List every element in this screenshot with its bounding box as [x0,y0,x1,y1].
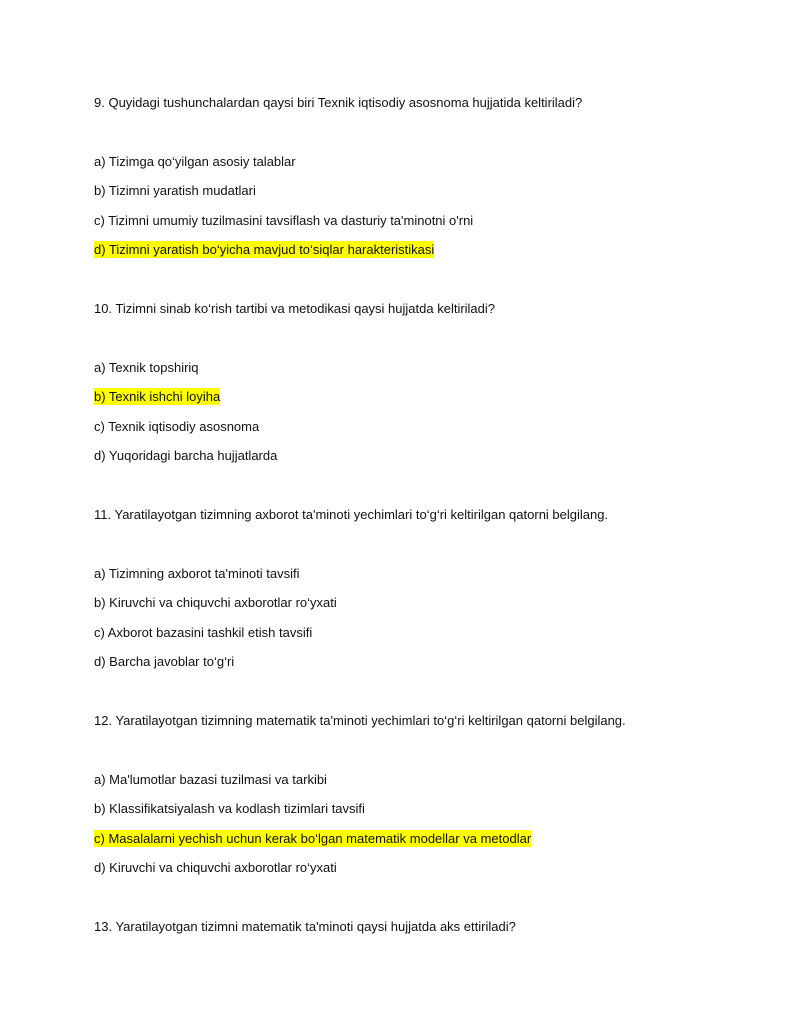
question-11-option-b: b) Kiruvchi va chiquvchi axborotlar ro‘yxati [94,595,337,610]
question-12-option-d: d) Kiruvchi va chiquvchi axborotlar ro‘yxati [94,860,337,875]
question-11-option-a: a) Tizimning axborot ta'minoti tavsifi [94,566,300,581]
question-9-option-b: b) Tizimni yaratish mudatlari [94,183,256,198]
question-9-option-d-correct [94,241,434,258]
question-13: 13. Yaratilayotgan tizimni matematik ta'minoti qaysi hujjatda aks ettiriladi? [94,919,516,934]
question-11-option-d: d) Barcha javoblar to‘g‘ri [94,654,235,669]
question-9-option-a: a) Tizimga qo‘yilgan asosiy talablar [94,154,296,169]
question-10-option-b-correct [94,388,220,405]
question-12-option-b: b) Klassifikatsiyalash va kodlash tizimlari tavsifi [94,801,365,816]
question-11: 11. Yaratilayotgan tizimning axborot ta'minoti yechimlari to‘g‘ri keltirilgan qatorni belgilang. [94,507,609,522]
question-9: 9. Quyidagi tushunchalardan qaysi biri Texnik iqtisodiy asosnoma hujjatida keltiriladi? [94,95,583,110]
highlighted-answer: c) Masalalarni yechish uchun kerak bo‘lgan matematik modellar va metodlar [94,831,532,846]
highlighted-answer: b) Texnik ishchi loyiha [94,389,221,404]
question-11-option-c: c) Axborot bazasini tashkil etish tavsifi [94,625,313,640]
question-9-option-c: c) Tizimni umumiy tuzilmasini tavsiflash va dasturiy ta'minotni o'rni [94,213,474,228]
question-10-option-c: c) Texnik iqtisodiy asosnoma [94,419,260,434]
question-10-option-a: a) Texnik topshiriq [94,360,199,375]
question-10: 10. Tizimni sinab ko‘rish tartibi va metodikasi qaysi hujjatda keltiriladi? [94,301,496,316]
question-10-option-d: d) Yuqoridagi barcha hujjatlarda [94,448,278,463]
question-12-option-a: a) Ma'lumotlar bazasi tuzilmasi va tarkibi [94,772,327,787]
question-12: 12. Yaratilayotgan tizimning matematik ta'minoti yechimlari to‘g‘ri keltirilgan qatorni belgilang. [94,713,626,728]
highlighted-answer: d) Tizimni yaratish bo‘yicha mavjud to‘siqlar harakteristikasi [94,242,435,257]
question-12-option-c-correct [94,830,531,847]
